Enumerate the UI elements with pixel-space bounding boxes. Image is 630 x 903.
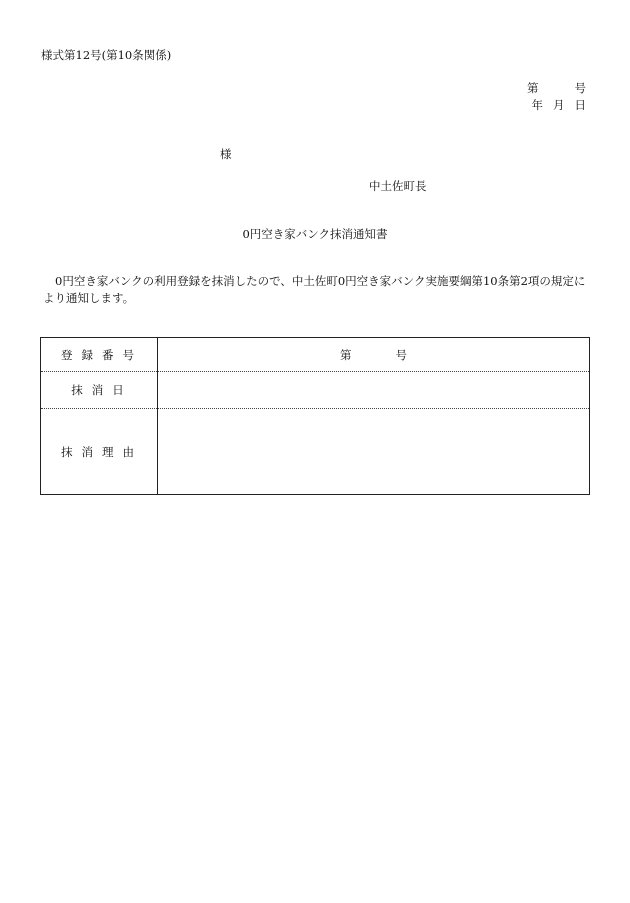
registration-number-row: [41, 338, 590, 372]
issue-day: 日: [574, 98, 586, 112]
cancel-date-row: [41, 372, 590, 409]
recipient-honorific: 様: [220, 147, 232, 161]
registration-number-suffix: 号: [395, 347, 407, 362]
issue-year: 年: [531, 98, 543, 112]
cancel-date-label: 抹消日: [41, 372, 158, 409]
issue-number-date-block: [527, 80, 586, 114]
issue-number-prefix: 第: [527, 81, 539, 95]
cancel-reason-row: [41, 409, 590, 495]
issue-number-suffix: 号: [574, 81, 586, 95]
issue-month: 月: [553, 98, 565, 112]
sender-name: 中土佐町長: [369, 179, 427, 193]
cancel-date-field[interactable]: [158, 372, 590, 409]
registration-info-table: [40, 337, 590, 495]
document-title: 0円空き家バンク抹消通知書: [242, 227, 388, 241]
cancel-reason-label: 抹消理由: [41, 409, 158, 495]
issue-number-line: [527, 80, 586, 97]
registration-number-label: 登録番号: [41, 338, 158, 372]
registration-number-field[interactable]: [158, 338, 590, 372]
form-number: 様式第12号(第10条関係): [41, 48, 172, 62]
registration-number-value: [340, 347, 407, 363]
notice-body-text: 0円空き家バンクの利用登録を抹消したので、中土佐町0円空き家バンク実施要綱第10条第2項の規定により通知します。: [43, 274, 586, 305]
registration-number-prefix: 第: [340, 347, 352, 362]
cancel-reason-field[interactable]: [158, 409, 590, 495]
issue-date-line: [527, 97, 586, 114]
